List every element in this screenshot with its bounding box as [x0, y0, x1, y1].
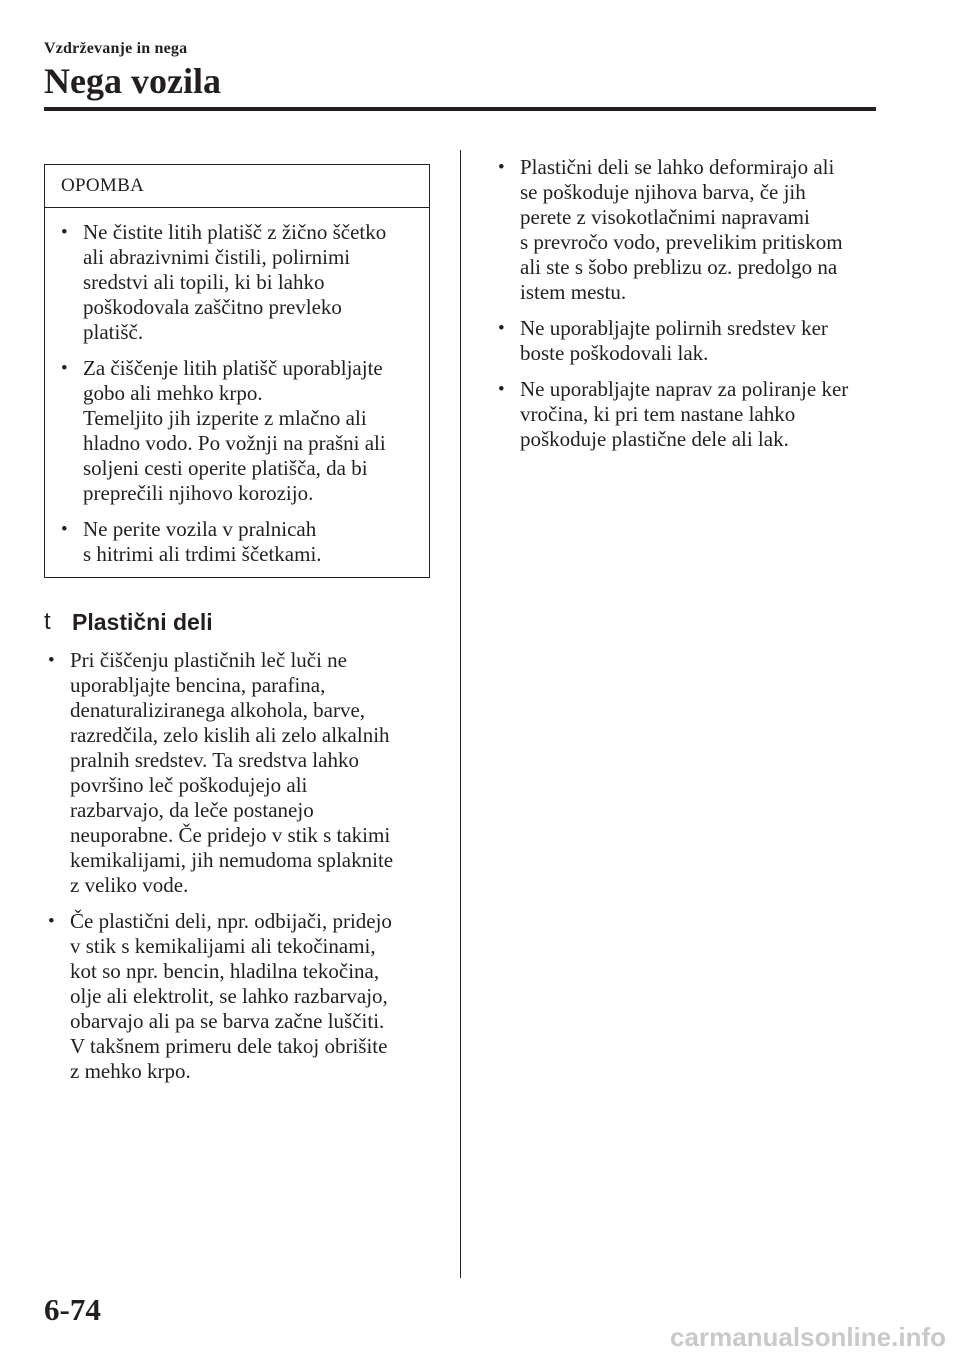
list-item	[57, 220, 421, 345]
column-divider	[460, 150, 461, 1278]
note-heading: OPOMBA	[45, 165, 429, 208]
list-item	[494, 316, 878, 366]
list-item-text: Ne čistite litih platišč z žično ščetko ali abrazivnimi čistili, polirnimi sredstvi ali topili, ki bi lahko poškodovala zaščitno prevleko platišč.	[83, 220, 387, 344]
list-item-text: Če plastični deli, npr. odbijači, pridejo v stik s kemikalijami ali tekočinami, kot so npr. bencin, hladilna tekočina, olje ali elektrolit, se lahko razbarvajo, obarvajo ali pa se barva začne luščiti. V takšnem primeru dele takoj obrišite z mehko krpo.	[70, 909, 392, 1083]
bullet-icon: •	[498, 318, 505, 339]
bullet-icon: •	[61, 222, 68, 243]
right-list	[494, 155, 878, 452]
title-rule	[44, 107, 876, 111]
list-item	[57, 356, 421, 506]
list-item	[494, 377, 878, 452]
list-item	[44, 648, 430, 898]
left-column	[44, 164, 430, 1095]
right-column	[494, 155, 878, 463]
list-item-text: Za čiščenje litih platišč uporabljajte gobo ali mehko krpo. Temeljito jih izperite z mlačno ali hladno vodo. Po vožnji na prašni ali soljeni cesti operite platišča, da bi preprečili njihovo korozijo.	[83, 356, 386, 505]
page-title: Nega vozila	[44, 61, 221, 101]
bullet-icon: •	[48, 650, 55, 671]
list-item-text: Plastični deli se lahko deformirajo ali se poškoduje njihova barva, če jih perete z visokotlačnimi napravami s prevročo vodo, prevelikim pritiskom ali ste s šobo preblizu oz. predolgo na istem mestu.	[520, 155, 843, 304]
bullet-icon: •	[61, 358, 68, 379]
plastic-list	[44, 648, 430, 1084]
page-number: 6-74	[44, 1292, 101, 1327]
note-box	[44, 164, 430, 578]
list-item-text: Ne perite vozila v pralnicah s hitrimi ali trdimi ščetkami.	[83, 517, 322, 566]
section-marker-icon: t	[44, 608, 51, 635]
list-item	[494, 155, 878, 305]
bullet-icon: •	[498, 379, 505, 400]
section-label: Vzdrževanje in nega	[44, 40, 188, 57]
section-heading	[44, 608, 430, 636]
list-item-text: Ne uporabljajte polirnih sredstev ker boste poškodovali lak.	[520, 316, 828, 365]
note-list	[57, 220, 421, 567]
list-item-text: Ne uporabljajte naprav za poliranje ker vročina, ki pri tem nastane lahko poškoduje plastične dele ali lak.	[520, 377, 849, 451]
list-item	[44, 909, 430, 1084]
list-item-text: Pri čiščenju plastičnih leč luči ne uporabljajte bencina, parafina, denaturaliziranega alkohola, barve, razredčila, zelo kislih ali zelo alkalnih pralnih sredstev. Ta sredstva lahko površino leč poškodujejo ali razbarvajo, da leče postanejo neuporabne. Če pridejo v stik s takimi kemikalijami, jih nemudoma splaknite z veliko vode.	[70, 648, 394, 897]
list-item	[57, 517, 421, 567]
note-body	[45, 208, 429, 577]
bullet-icon: •	[498, 157, 505, 178]
bullet-icon: •	[48, 911, 55, 932]
bullet-icon: •	[61, 519, 68, 540]
section-heading-text: Plastični deli	[72, 608, 213, 635]
watermark[interactable]: carmanualsonline.info	[670, 1322, 946, 1352]
